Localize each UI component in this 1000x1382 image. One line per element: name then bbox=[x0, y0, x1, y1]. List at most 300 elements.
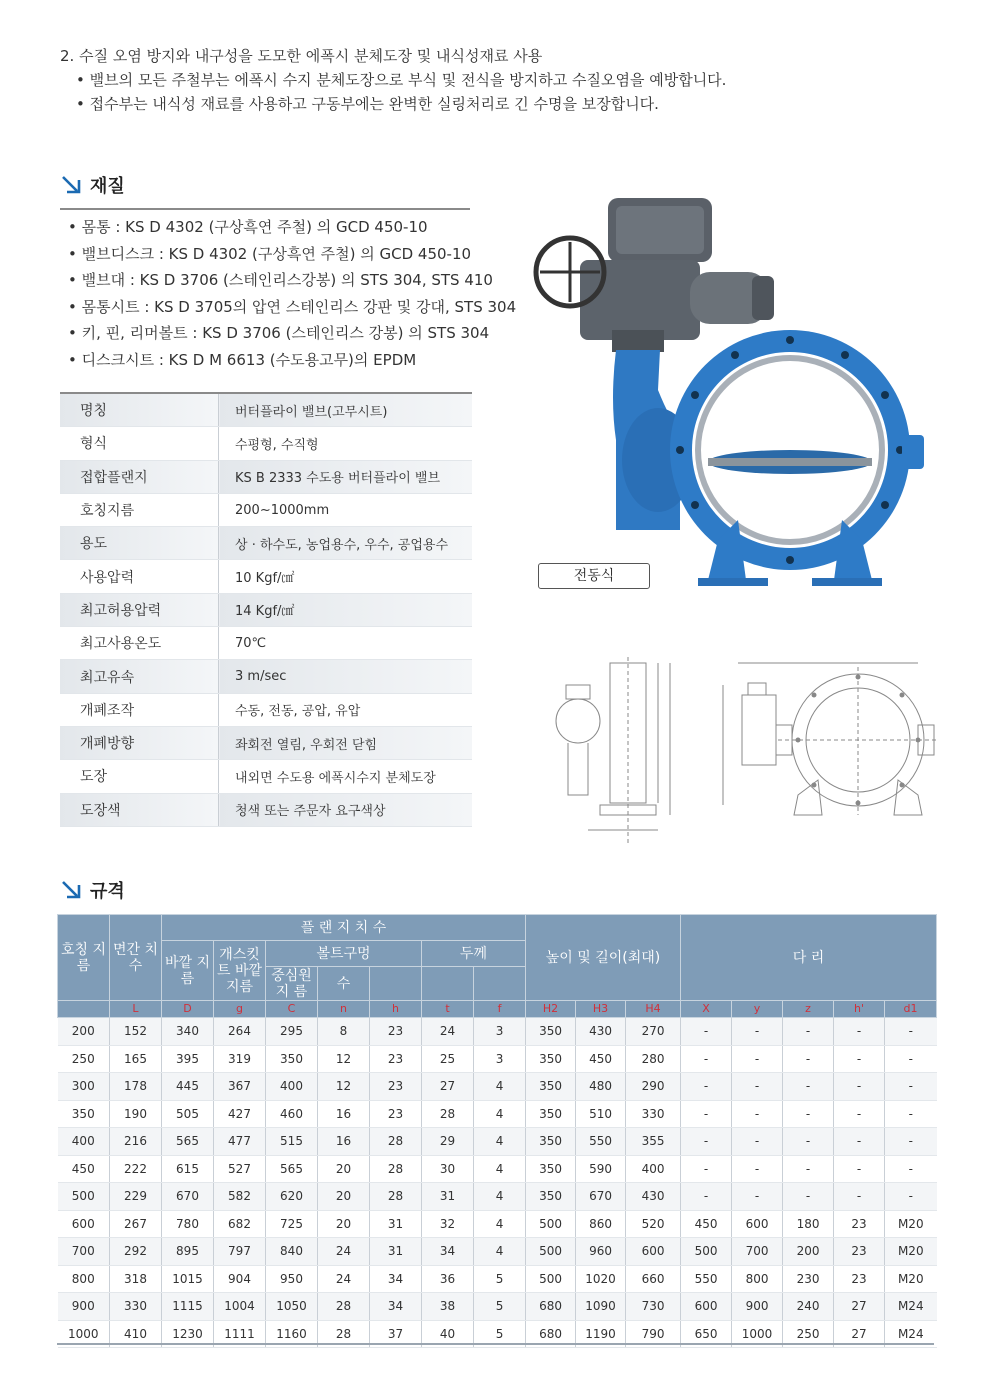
table-cell: 527 bbox=[214, 1155, 266, 1183]
spec-value: 청색 또는 주문자 요구색상 bbox=[219, 793, 473, 826]
table-cell: - bbox=[834, 1073, 885, 1101]
table-cell: 500 bbox=[58, 1183, 110, 1211]
spec-key: 형식 bbox=[60, 427, 219, 460]
list-item: • 디스크시트 : KS D M 6613 (수도용고무)의 EPDM bbox=[68, 350, 417, 369]
spec-value: 상 · 하수도, 농업용수, 우수, 공업용수 bbox=[219, 527, 473, 560]
spec-key: 사용압력 bbox=[60, 560, 219, 593]
table-cell: - bbox=[834, 1018, 885, 1046]
table-cell: 460 bbox=[266, 1100, 318, 1128]
table-cell: 1090 bbox=[576, 1293, 626, 1321]
table-cell: 670 bbox=[162, 1183, 214, 1211]
symbol-cell: h' bbox=[834, 1001, 885, 1018]
table-cell: 23 bbox=[370, 1045, 422, 1073]
table-cell: 200 bbox=[58, 1018, 110, 1046]
symbol-cell: f bbox=[474, 1001, 526, 1018]
header-legs: 다 리 bbox=[681, 915, 937, 1001]
header-outer: 바깥 지름 bbox=[162, 941, 214, 1001]
spec-value: 수동, 전동, 공압, 유압 bbox=[219, 693, 473, 726]
table-cell: 3 bbox=[474, 1018, 526, 1046]
table-cell: 1111 bbox=[214, 1320, 266, 1348]
table-cell: 500 bbox=[526, 1210, 576, 1238]
valve-photo bbox=[520, 180, 940, 600]
table-row bbox=[60, 660, 472, 693]
table-row bbox=[58, 1210, 937, 1238]
table-cell: - bbox=[732, 1183, 783, 1211]
table-cell: - bbox=[885, 1183, 937, 1211]
table-cell: 24 bbox=[422, 1018, 474, 1046]
dimensions-title: 규격 bbox=[90, 881, 125, 902]
table-cell: 620 bbox=[266, 1183, 318, 1211]
table-cell: 800 bbox=[58, 1265, 110, 1293]
symbol-cell: X bbox=[681, 1001, 732, 1018]
table-cell: 430 bbox=[626, 1183, 681, 1211]
table-cell: 4 bbox=[474, 1238, 526, 1266]
table-cell: 38 bbox=[422, 1293, 474, 1321]
table-cell: 4 bbox=[474, 1128, 526, 1156]
spec-key: 도장색 bbox=[60, 793, 219, 826]
table-cell: 780 bbox=[162, 1210, 214, 1238]
table-cell: 445 bbox=[162, 1073, 214, 1101]
table-row bbox=[58, 1155, 937, 1183]
table-cell: 730 bbox=[626, 1293, 681, 1321]
table-cell: 23 bbox=[370, 1018, 422, 1046]
table-cell: 565 bbox=[266, 1155, 318, 1183]
table-cell: - bbox=[885, 1100, 937, 1128]
header-pcd: 중심원 지 름 bbox=[266, 967, 318, 1001]
table-cell: 16 bbox=[318, 1128, 370, 1156]
table-cell: 28 bbox=[318, 1293, 370, 1321]
table-row bbox=[60, 760, 472, 793]
table-cell: 178 bbox=[110, 1073, 162, 1101]
table-cell: 36 bbox=[422, 1265, 474, 1293]
spec-key: 호칭지름 bbox=[60, 493, 219, 526]
header-blank bbox=[474, 967, 526, 1001]
table-cell: 565 bbox=[162, 1128, 214, 1156]
table-cell: 190 bbox=[110, 1100, 162, 1128]
table-cell: 350 bbox=[58, 1100, 110, 1128]
symbol-cell: d1 bbox=[885, 1001, 937, 1018]
dimensions-heading bbox=[60, 877, 125, 903]
side-view-drawing bbox=[548, 655, 688, 845]
table-cell: 350 bbox=[526, 1128, 576, 1156]
table-cell: 477 bbox=[214, 1128, 266, 1156]
table-row bbox=[58, 1183, 937, 1211]
table-cell: - bbox=[885, 1045, 937, 1073]
table-cell: M24 bbox=[885, 1293, 937, 1321]
list-item: • 밸브디스크 : KS D 4302 (구상흑연 주철) 의 GCD 450-10 bbox=[68, 244, 472, 263]
table-cell: 4 bbox=[474, 1183, 526, 1211]
table-cell: - bbox=[783, 1100, 834, 1128]
table-cell: 28 bbox=[370, 1155, 422, 1183]
table-cell: 1000 bbox=[732, 1320, 783, 1348]
symbol-cell: n bbox=[318, 1001, 370, 1018]
table-cell: 30 bbox=[422, 1155, 474, 1183]
table-cell: - bbox=[834, 1100, 885, 1128]
table-cell: 350 bbox=[266, 1045, 318, 1073]
spec-key: 용도 bbox=[60, 527, 219, 560]
symbol-cell: g bbox=[214, 1001, 266, 1018]
spec-table bbox=[60, 392, 472, 827]
header-thickness: 두께 bbox=[422, 941, 526, 967]
table-cell: 500 bbox=[526, 1238, 576, 1266]
spec-key: 최고유속 bbox=[60, 660, 219, 693]
table-cell: 840 bbox=[266, 1238, 318, 1266]
table-cell: 1020 bbox=[576, 1265, 626, 1293]
table-cell: 680 bbox=[526, 1293, 576, 1321]
table-cell: - bbox=[732, 1155, 783, 1183]
table-cell: 280 bbox=[626, 1045, 681, 1073]
table-cell: 700 bbox=[58, 1238, 110, 1266]
table-cell: 28 bbox=[318, 1320, 370, 1348]
table-cell: 600 bbox=[58, 1210, 110, 1238]
spec-key: 도장 bbox=[60, 760, 219, 793]
table-cell: 250 bbox=[783, 1320, 834, 1348]
spec-value: 14 Kgf/㎠ bbox=[219, 593, 473, 626]
table-cell: 900 bbox=[732, 1293, 783, 1321]
table-cell: 790 bbox=[626, 1320, 681, 1348]
table-cell: 367 bbox=[214, 1073, 266, 1101]
table-cell: 515 bbox=[266, 1128, 318, 1156]
table-cell: M20 bbox=[885, 1265, 937, 1293]
spec-value: 수평형, 수직형 bbox=[219, 427, 473, 460]
table-cell: 450 bbox=[58, 1155, 110, 1183]
table-cell: 31 bbox=[370, 1210, 422, 1238]
table-cell: 1000 bbox=[58, 1320, 110, 1348]
table-cell: 350 bbox=[526, 1073, 576, 1101]
table-cell: 350 bbox=[526, 1183, 576, 1211]
table-row bbox=[58, 1100, 937, 1128]
table-cell: - bbox=[885, 1128, 937, 1156]
table-cell: 23 bbox=[370, 1100, 422, 1128]
table-cell: 895 bbox=[162, 1238, 214, 1266]
table-cell: 860 bbox=[576, 1210, 626, 1238]
table-cell: M24 bbox=[885, 1320, 937, 1348]
table-cell: 34 bbox=[422, 1238, 474, 1266]
table-cell: - bbox=[681, 1155, 732, 1183]
materials-title: 재질 bbox=[90, 176, 125, 197]
table-cell: 1015 bbox=[162, 1265, 214, 1293]
table-cell: 250 bbox=[58, 1045, 110, 1073]
symbol-cell: y bbox=[732, 1001, 783, 1018]
header-bolt-hole: 볼트구멍 bbox=[266, 941, 422, 967]
table-cell: 682 bbox=[214, 1210, 266, 1238]
table-cell: 500 bbox=[681, 1238, 732, 1266]
table-row bbox=[60, 493, 472, 526]
header-count: 수 bbox=[318, 967, 370, 1001]
table-row bbox=[58, 1045, 937, 1073]
spec-value: 70℃ bbox=[219, 627, 473, 660]
table-cell: 292 bbox=[110, 1238, 162, 1266]
table-cell: 270 bbox=[626, 1018, 681, 1046]
table-cell: - bbox=[732, 1128, 783, 1156]
table-row bbox=[60, 460, 472, 493]
table-cell: - bbox=[783, 1183, 834, 1211]
table-cell: 230 bbox=[783, 1265, 834, 1293]
spec-key: 명칭 bbox=[60, 393, 219, 427]
symbol-cell: L bbox=[110, 1001, 162, 1018]
table-cell: - bbox=[681, 1183, 732, 1211]
table-cell: 330 bbox=[110, 1293, 162, 1321]
list-item: • 몸통시트 : KS D 3705의 압연 스테인리스 강판 및 강대, STS 304 bbox=[68, 297, 517, 316]
table-cell: 340 bbox=[162, 1018, 214, 1046]
symbol-cell: C bbox=[266, 1001, 318, 1018]
table-cell: 650 bbox=[681, 1320, 732, 1348]
intro-bullet: • 밸브의 모든 주철부는 에폭시 수지 분체도장으로 부식 및 전식을 방지하고 수질오염을 예방합니다. bbox=[76, 71, 727, 89]
table-cell: 28 bbox=[370, 1128, 422, 1156]
table-cell: - bbox=[834, 1183, 885, 1211]
table-cell: 4 bbox=[474, 1073, 526, 1101]
spec-key: 개폐조작 bbox=[60, 693, 219, 726]
table-cell: 37 bbox=[370, 1320, 422, 1348]
table-cell: 660 bbox=[626, 1265, 681, 1293]
table-cell: 28 bbox=[370, 1183, 422, 1211]
header-gasket: 개스킷트 바깥지름 bbox=[214, 941, 266, 1001]
table-cell: - bbox=[834, 1045, 885, 1073]
table-cell: 1115 bbox=[162, 1293, 214, 1321]
table-cell: - bbox=[732, 1045, 783, 1073]
spec-value: 좌회전 열림, 우회전 닫힘 bbox=[219, 726, 473, 759]
table-cell: 350 bbox=[526, 1100, 576, 1128]
table-cell: 904 bbox=[214, 1265, 266, 1293]
spec-value: 내외면 수도용 에폭시수지 분체도장 bbox=[219, 760, 473, 793]
table-cell: 20 bbox=[318, 1155, 370, 1183]
symbol-cell: h bbox=[370, 1001, 422, 1018]
table-cell: 222 bbox=[110, 1155, 162, 1183]
table-cell: 510 bbox=[576, 1100, 626, 1128]
table-row bbox=[58, 1238, 937, 1266]
table-cell: 800 bbox=[732, 1265, 783, 1293]
table-cell: - bbox=[885, 1018, 937, 1046]
table-cell: 700 bbox=[732, 1238, 783, 1266]
table-cell: 3 bbox=[474, 1045, 526, 1073]
table-cell: 350 bbox=[526, 1155, 576, 1183]
spec-key: 개폐방향 bbox=[60, 726, 219, 759]
table-cell: 480 bbox=[576, 1073, 626, 1101]
dimensions-table bbox=[57, 914, 937, 1348]
table-cell: 25 bbox=[422, 1045, 474, 1073]
arrow-down-right-icon bbox=[60, 880, 84, 900]
table-cell: 4 bbox=[474, 1100, 526, 1128]
table-cell: 23 bbox=[834, 1210, 885, 1238]
table-cell: 680 bbox=[526, 1320, 576, 1348]
table-cell: 355 bbox=[626, 1128, 681, 1156]
table-cell: 4 bbox=[474, 1155, 526, 1183]
header-blank bbox=[422, 967, 474, 1001]
table-cell: 4 bbox=[474, 1210, 526, 1238]
spec-value: 버터플라이 밸브(고무시트) bbox=[219, 393, 473, 427]
table-cell: 330 bbox=[626, 1100, 681, 1128]
table-cell: 600 bbox=[732, 1210, 783, 1238]
table-cell: 427 bbox=[214, 1100, 266, 1128]
table-cell: 40 bbox=[422, 1320, 474, 1348]
table-cell: 319 bbox=[214, 1045, 266, 1073]
table-cell: - bbox=[885, 1155, 937, 1183]
table-cell: 318 bbox=[110, 1265, 162, 1293]
divider bbox=[60, 208, 470, 210]
table-cell: - bbox=[732, 1100, 783, 1128]
table-cell: 410 bbox=[110, 1320, 162, 1348]
table-row bbox=[60, 393, 472, 427]
photo-label: 전동식 bbox=[538, 563, 650, 589]
table-cell: 23 bbox=[834, 1238, 885, 1266]
table-cell: - bbox=[783, 1128, 834, 1156]
table-cell: 16 bbox=[318, 1100, 370, 1128]
table-cell: 300 bbox=[58, 1073, 110, 1101]
table-cell: 350 bbox=[526, 1045, 576, 1073]
spec-key: 접합플랜지 bbox=[60, 460, 219, 493]
table-cell: 295 bbox=[266, 1018, 318, 1046]
table-cell: 950 bbox=[266, 1265, 318, 1293]
list-item: • 몸통 : KS D 4302 (구상흑연 주철) 의 GCD 450-10 bbox=[68, 218, 428, 236]
table-cell: 5 bbox=[474, 1320, 526, 1348]
spec-value: 200~1000mm bbox=[219, 493, 473, 526]
table-row bbox=[58, 1073, 937, 1101]
table-cell: 615 bbox=[162, 1155, 214, 1183]
table-cell: - bbox=[834, 1155, 885, 1183]
table-cell: 600 bbox=[626, 1238, 681, 1266]
table-cell: 1160 bbox=[266, 1320, 318, 1348]
symbol-cell: t bbox=[422, 1001, 474, 1018]
table-cell: 27 bbox=[834, 1293, 885, 1321]
table-cell: - bbox=[681, 1100, 732, 1128]
header-nominal: 호칭 지름 bbox=[58, 915, 110, 1001]
intro-block bbox=[60, 44, 960, 116]
table-cell: 450 bbox=[576, 1045, 626, 1073]
table-cell: 24 bbox=[318, 1238, 370, 1266]
table-cell: 550 bbox=[681, 1265, 732, 1293]
dimensions-body bbox=[58, 1018, 937, 1348]
symbol-cell: z bbox=[783, 1001, 834, 1018]
table-cell: 34 bbox=[370, 1265, 422, 1293]
table-cell: - bbox=[732, 1018, 783, 1046]
table-cell: - bbox=[681, 1018, 732, 1046]
table-cell: - bbox=[732, 1073, 783, 1101]
table-row bbox=[58, 1293, 937, 1321]
table-cell: 290 bbox=[626, 1073, 681, 1101]
table-cell: 8 bbox=[318, 1018, 370, 1046]
table-cell: 797 bbox=[214, 1238, 266, 1266]
table-cell: 520 bbox=[626, 1210, 681, 1238]
symbol-cell: H3 bbox=[576, 1001, 626, 1018]
table-row bbox=[60, 793, 472, 826]
table-row bbox=[60, 627, 472, 660]
header-height: 높이 및 길이(최대) bbox=[526, 915, 681, 1001]
arrow-down-right-icon bbox=[60, 175, 84, 195]
symbol-cell: H2 bbox=[526, 1001, 576, 1018]
table-cell: 264 bbox=[214, 1018, 266, 1046]
table-cell: 600 bbox=[681, 1293, 732, 1321]
intro-heading: 2. 수질 오염 방지와 내구성을 도모한 에폭시 분체도장 및 내식성재료 사용 bbox=[60, 47, 543, 65]
table-cell: - bbox=[783, 1018, 834, 1046]
table-cell: 960 bbox=[576, 1238, 626, 1266]
list-item: • 키, 핀, 리머볼트 : KS D 3706 (스테인리스 강봉) 의 STS 304 bbox=[68, 324, 490, 342]
materials-list bbox=[68, 214, 517, 373]
table-cell: 725 bbox=[266, 1210, 318, 1238]
table-row bbox=[60, 527, 472, 560]
table-cell: 229 bbox=[110, 1183, 162, 1211]
spec-value: KS B 2333 수도용 버터플라이 밸브 bbox=[219, 460, 473, 493]
table-cell: M20 bbox=[885, 1238, 937, 1266]
table-cell: 430 bbox=[576, 1018, 626, 1046]
table-cell: - bbox=[783, 1155, 834, 1183]
table-cell: 200 bbox=[783, 1238, 834, 1266]
table-row bbox=[58, 1265, 937, 1293]
table-cell: 500 bbox=[526, 1265, 576, 1293]
table-cell: 23 bbox=[834, 1265, 885, 1293]
header-blank bbox=[58, 1001, 110, 1018]
front-view-drawing bbox=[718, 655, 948, 825]
table-cell: 28 bbox=[422, 1100, 474, 1128]
table-cell: - bbox=[681, 1073, 732, 1101]
table-row bbox=[60, 693, 472, 726]
table-cell: 34 bbox=[370, 1293, 422, 1321]
table-cell: 400 bbox=[626, 1155, 681, 1183]
table-cell: 23 bbox=[370, 1073, 422, 1101]
table-cell: - bbox=[783, 1073, 834, 1101]
table-cell: 29 bbox=[422, 1128, 474, 1156]
header-face: 면간 치수 bbox=[110, 915, 162, 1001]
table-cell: - bbox=[834, 1128, 885, 1156]
table-cell: 240 bbox=[783, 1293, 834, 1321]
table-cell: - bbox=[783, 1045, 834, 1073]
table-cell: 12 bbox=[318, 1073, 370, 1101]
table-cell: 505 bbox=[162, 1100, 214, 1128]
table-cell: 24 bbox=[318, 1265, 370, 1293]
table-cell: - bbox=[885, 1073, 937, 1101]
table-row bbox=[60, 726, 472, 759]
symbol-cell: D bbox=[162, 1001, 214, 1018]
table-cell: - bbox=[681, 1128, 732, 1156]
table-row bbox=[60, 560, 472, 593]
table-cell: 1190 bbox=[576, 1320, 626, 1348]
table-cell: 12 bbox=[318, 1045, 370, 1073]
spec-value: 10 Kgf/㎠ bbox=[219, 560, 473, 593]
table-row bbox=[58, 1018, 937, 1046]
intro-bullet: • 접수부는 내식성 재료를 사용하고 구동부에는 완벽한 실링처리로 긴 수명을 보장합니다. bbox=[76, 95, 659, 113]
table-cell: 32 bbox=[422, 1210, 474, 1238]
table-cell: 5 bbox=[474, 1293, 526, 1321]
table-row bbox=[60, 593, 472, 626]
table-cell: 1230 bbox=[162, 1320, 214, 1348]
header-blank bbox=[370, 967, 422, 1001]
spec-key: 최고허용압력 bbox=[60, 593, 219, 626]
table-cell: M20 bbox=[885, 1210, 937, 1238]
table-cell: 590 bbox=[576, 1155, 626, 1183]
table-cell: - bbox=[681, 1045, 732, 1073]
table-cell: 550 bbox=[576, 1128, 626, 1156]
table-cell: 27 bbox=[422, 1073, 474, 1101]
table-cell: 165 bbox=[110, 1045, 162, 1073]
table-cell: 670 bbox=[576, 1183, 626, 1211]
materials-heading bbox=[60, 172, 125, 198]
table-cell: 27 bbox=[834, 1320, 885, 1348]
table-cell: 1050 bbox=[266, 1293, 318, 1321]
table-cell: 31 bbox=[422, 1183, 474, 1211]
table-cell: 450 bbox=[681, 1210, 732, 1238]
table-cell: 5 bbox=[474, 1265, 526, 1293]
list-item: • 밸브대 : KS D 3706 (스테인리스강봉) 의 STS 304, STS 410 bbox=[68, 271, 493, 289]
table-cell: 152 bbox=[110, 1018, 162, 1046]
table-cell: 20 bbox=[318, 1183, 370, 1211]
table-cell: 267 bbox=[110, 1210, 162, 1238]
table-cell: 216 bbox=[110, 1128, 162, 1156]
table-row bbox=[60, 427, 472, 460]
symbol-cell: H4 bbox=[626, 1001, 681, 1018]
table-cell: 31 bbox=[370, 1238, 422, 1266]
spec-key: 최고사용온도 bbox=[60, 627, 219, 660]
header-flange: 플 랜 지 치 수 bbox=[162, 915, 526, 941]
table-cell: 1004 bbox=[214, 1293, 266, 1321]
